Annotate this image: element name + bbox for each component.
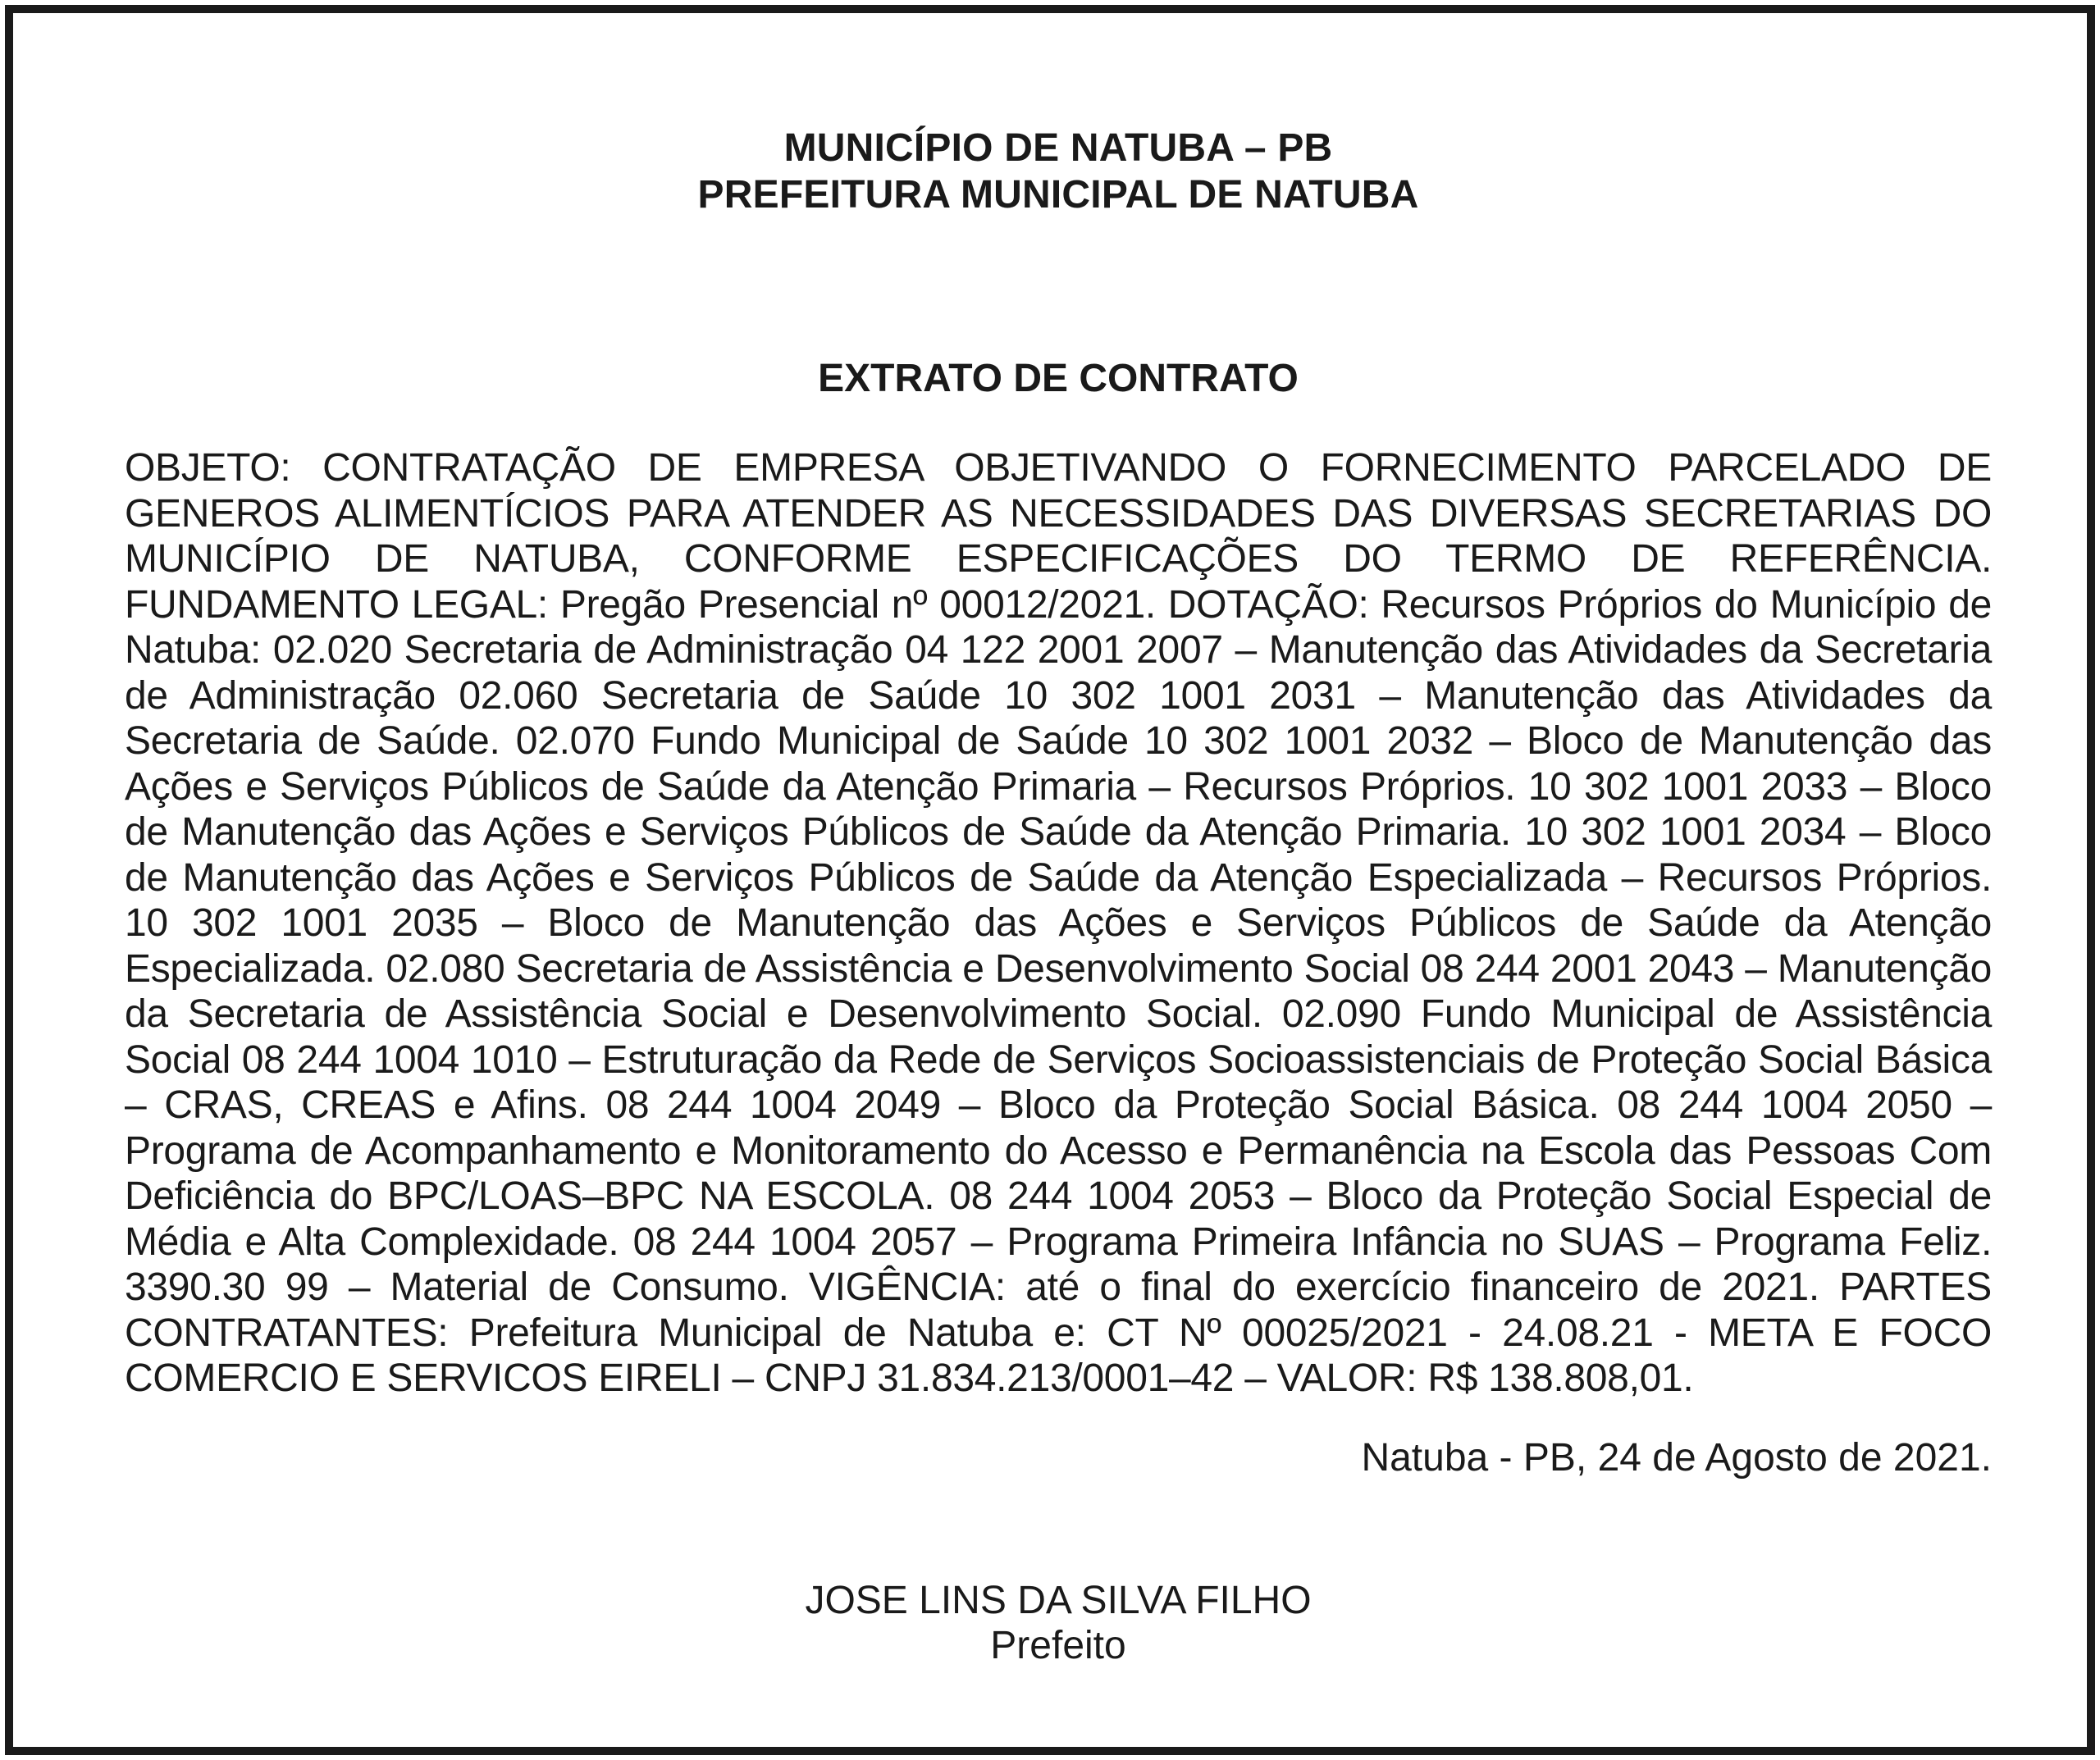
signatory-name: JOSE LINS DA SILVA FILHO — [805, 1578, 1312, 1622]
dateline: Natuba - PB, 24 de Agosto de 2021. — [1361, 1435, 1992, 1480]
signatory-role: Prefeito — [990, 1623, 1126, 1667]
document-title: EXTRATO DE CONTRATO — [818, 357, 1299, 400]
document-content — [125, 125, 1992, 1668]
contract-body-text: OBJETO: CONTRATAÇÃO DE EMPRESA OBJETIVANDO O FORNECIMENTO PARCELADO DE GENEROS ALIMENTÍCIOS PARA ATENDER AS NECESSIDADES DAS DIVERSAS SECRETARIAS DO MUNICÍPIO DE NATUBA, CONFORME ESPECIFICAÇÕES DO TERMO DE REFERÊNCIA. FUNDAMENTO LEGAL: Pregão Presencial nº 00012/2021. DOTAÇÃO: Recursos Próprios do Município de Natuba: 02.020 Secretaria de Administração 04 122 2001 2007 – Manutenção das Atividades da Secretaria de Administração 02.060 Secretaria de Saúde 10 302 1001 2031 – Manutenção das Atividades da Secretaria de Saúde. 02.070 Fundo Municipal de Saúde 10 302 1001 2032 – Bloco de Manutenção das Ações e Serviços Públicos de Saúde da Atenção Primaria – Recursos Próprios. 10 302 1001 2033 – Bloco de Manutenção das Ações e Serviços Públicos de Saúde da Atenção Primaria. 10 302 1001 2034 – Bloco de Manutenção das Ações e Serviços Públicos de Saúde da Atenção Especializada – Recursos Próprios. 10 302 1001 2035 – Bloco de Manutenção das Ações e Serviços Públicos de Saúde da Atenção Especializada. 02.080 Secretaria de Assistência e Desenvolvimento Social 08 244 2001 2043 – Manutenção da Secretaria de Assistência Social e Desenvolvimento Social. 02.090 Fundo Municipal de Assistência Social 08 244 1004 1010 – Estruturação da Rede de Serviços Socioassistenciais de Proteção Social Básica – CRAS, CREAS e Afins. 08 244 1004 2049 – Bloco da Proteção Social Básica. 08 244 1004 2050 – Programa de Acompanhamento e Monitoramento do Acesso e Permanência na Escola das Pessoas Com Deficiência do BPC/LOAS–BPC NA ESCOLA. 08 244 1004 2053 – Bloco da Proteção Social Especial de Média e Alta Complexidade. 08 244 1004 2057 – Programa Primeira Infância no SUAS – Programa Feliz. 3390.30 99 – Material de Consumo. VIGÊNCIA: até o final do exercício financeiro de 2021. PARTES CONTRATANTES: Prefeitura Municipal de Natuba e: CT Nº 00025/2021 - 24.08.21 - META E FOCO COMERCIO E SERVICOS EIRELI – CNPJ 31.834.213/0001–42 – VALOR: R$ 138.808,01. — [125, 446, 1992, 1400]
prefecture-heading: PREFEITURA MUNICIPAL DE NATUBA — [697, 173, 1419, 217]
municipality-heading: MUNICÍPIO DE NATUBA – PB — [783, 126, 1333, 170]
document-header — [125, 125, 1992, 218]
signature-block — [125, 1578, 1992, 1668]
document-border — [5, 5, 2095, 1755]
